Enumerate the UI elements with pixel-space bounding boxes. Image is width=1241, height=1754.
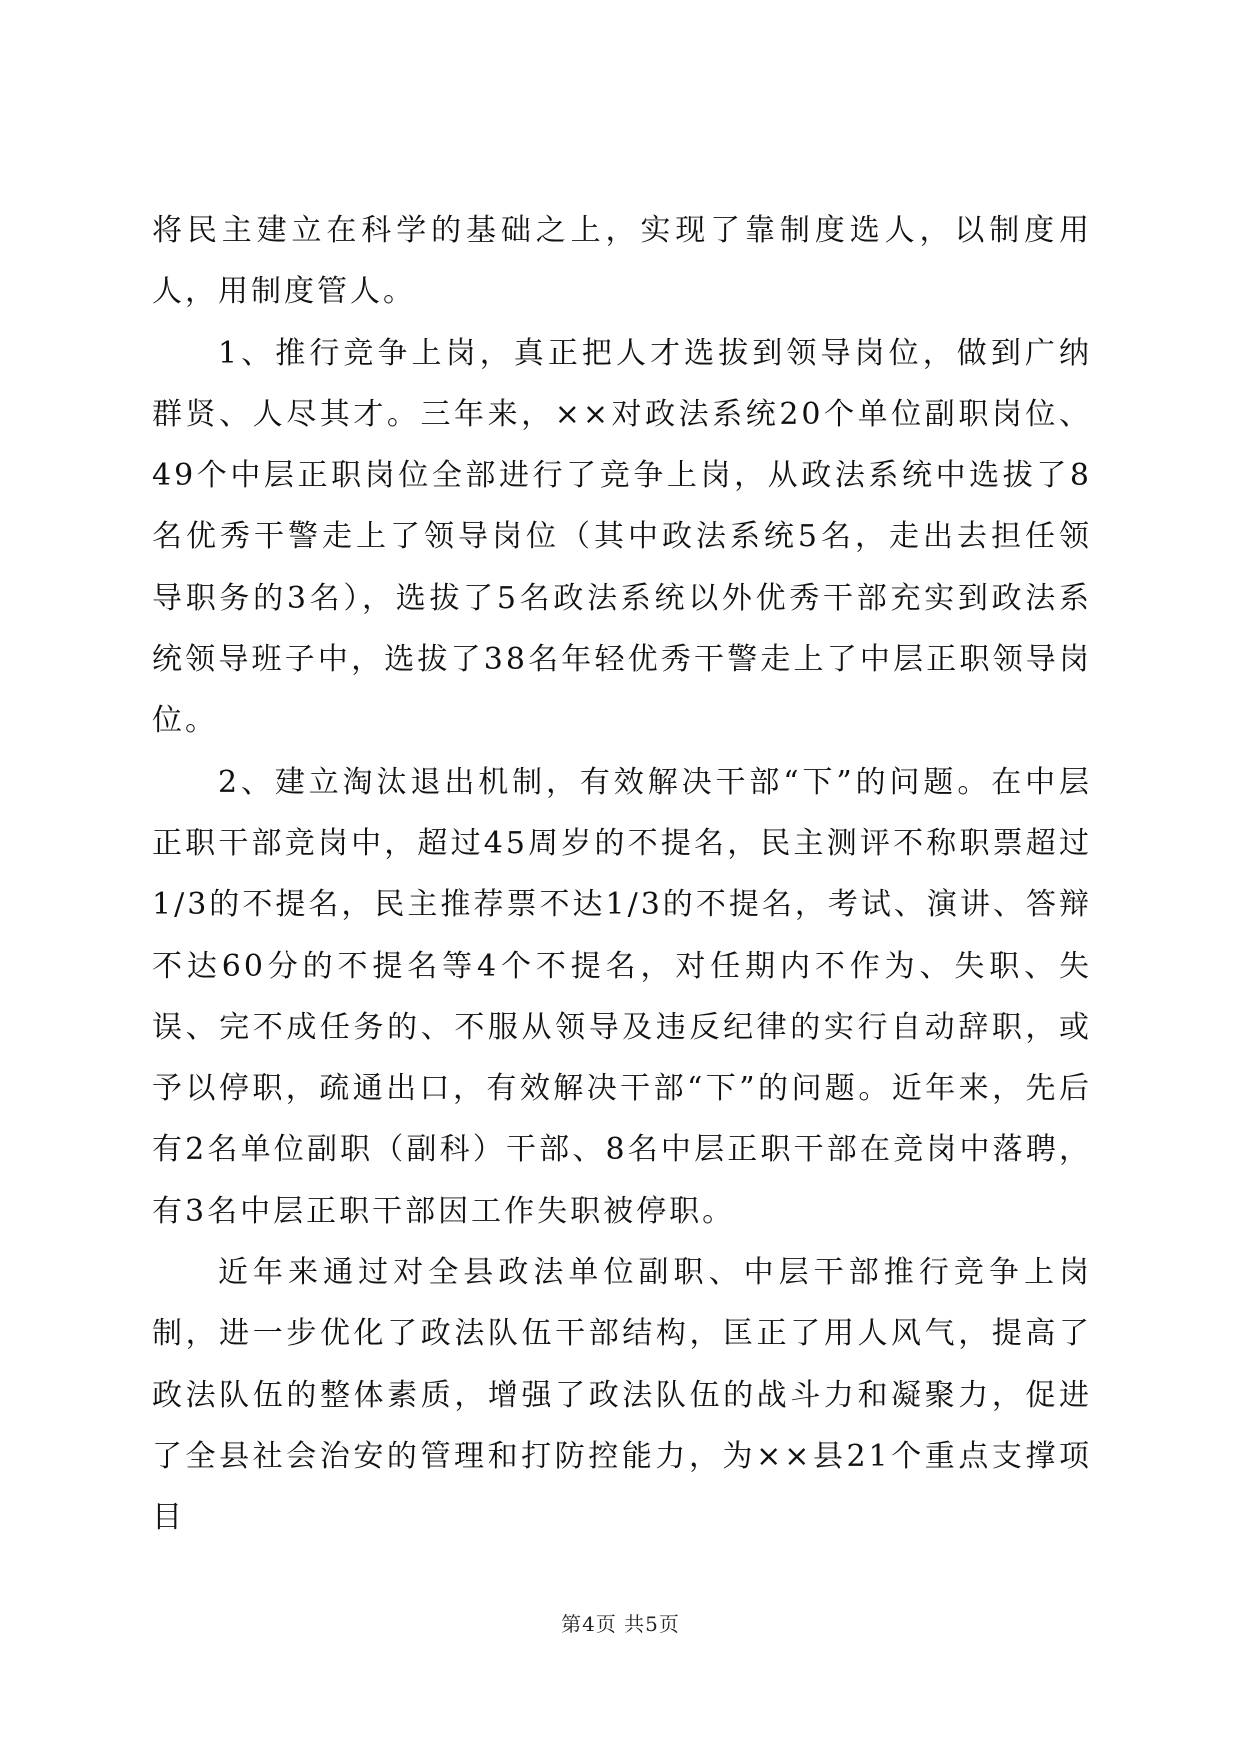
paragraph-results: 近年来通过对全县政法单位副职、中层干部推行竞争上岗制，进一步优化了政法队伍干部结构，匡正了用人风气，提高了政法队伍的整体素质，增强了政法队伍的战斗力和凝聚力，促进了全县社会治安的管理和打防控能力，为××县21个重点支撑项目 — [152, 1255, 1092, 1536]
paragraph-exit-mechanism: 2、建立淘汰退出机制，有效解决干部“下”的问题。在中层正职干部竞岗中，超过45周岁的不提名，民主测评不称职票超过1/3的不提名，民主推荐票不达1/3的不提名，考试、演讲、答辩不达60分的不提名等4个不提名，对任期内不作为、失职、失误、完不成任务的、不服从领导及违反纪律的实行自动辞职，或予以停职，疏通出口，有效解决干部“下”的问题。近年来，先后有2名单位副职（副科）干部、8名中层正职干部在竞岗中落聘，有3名中层正职干部因工作失职被停职。 — [152, 764, 1092, 1229]
paragraph-competitive-posts: 1、推行竞争上岗，真正把人才选拔到领导岗位，做到广纳群贤、人尽其才。三年来，××对政法系统20个单位副职岗位、49个中层正职岗位全部进行了竞争上岗，从政法系统中选拔了8名优秀干警走上了领导岗位（其中政法系统5名，走出去担任领导职务的3名），选拔了5名政法系统以外优秀干部充实到政法系统领导班子中，选拔了38名年轻优秀干警走上了中层正职领导岗位。 — [152, 335, 1092, 739]
page-footer: 第4页 共5页 — [561, 1612, 680, 1636]
document-body — [152, 200, 1092, 1549]
paragraph-continuation: 将民主建立在科学的基础之上，实现了靠制度选人，以制度用人，用制度管人。 — [152, 213, 1092, 310]
